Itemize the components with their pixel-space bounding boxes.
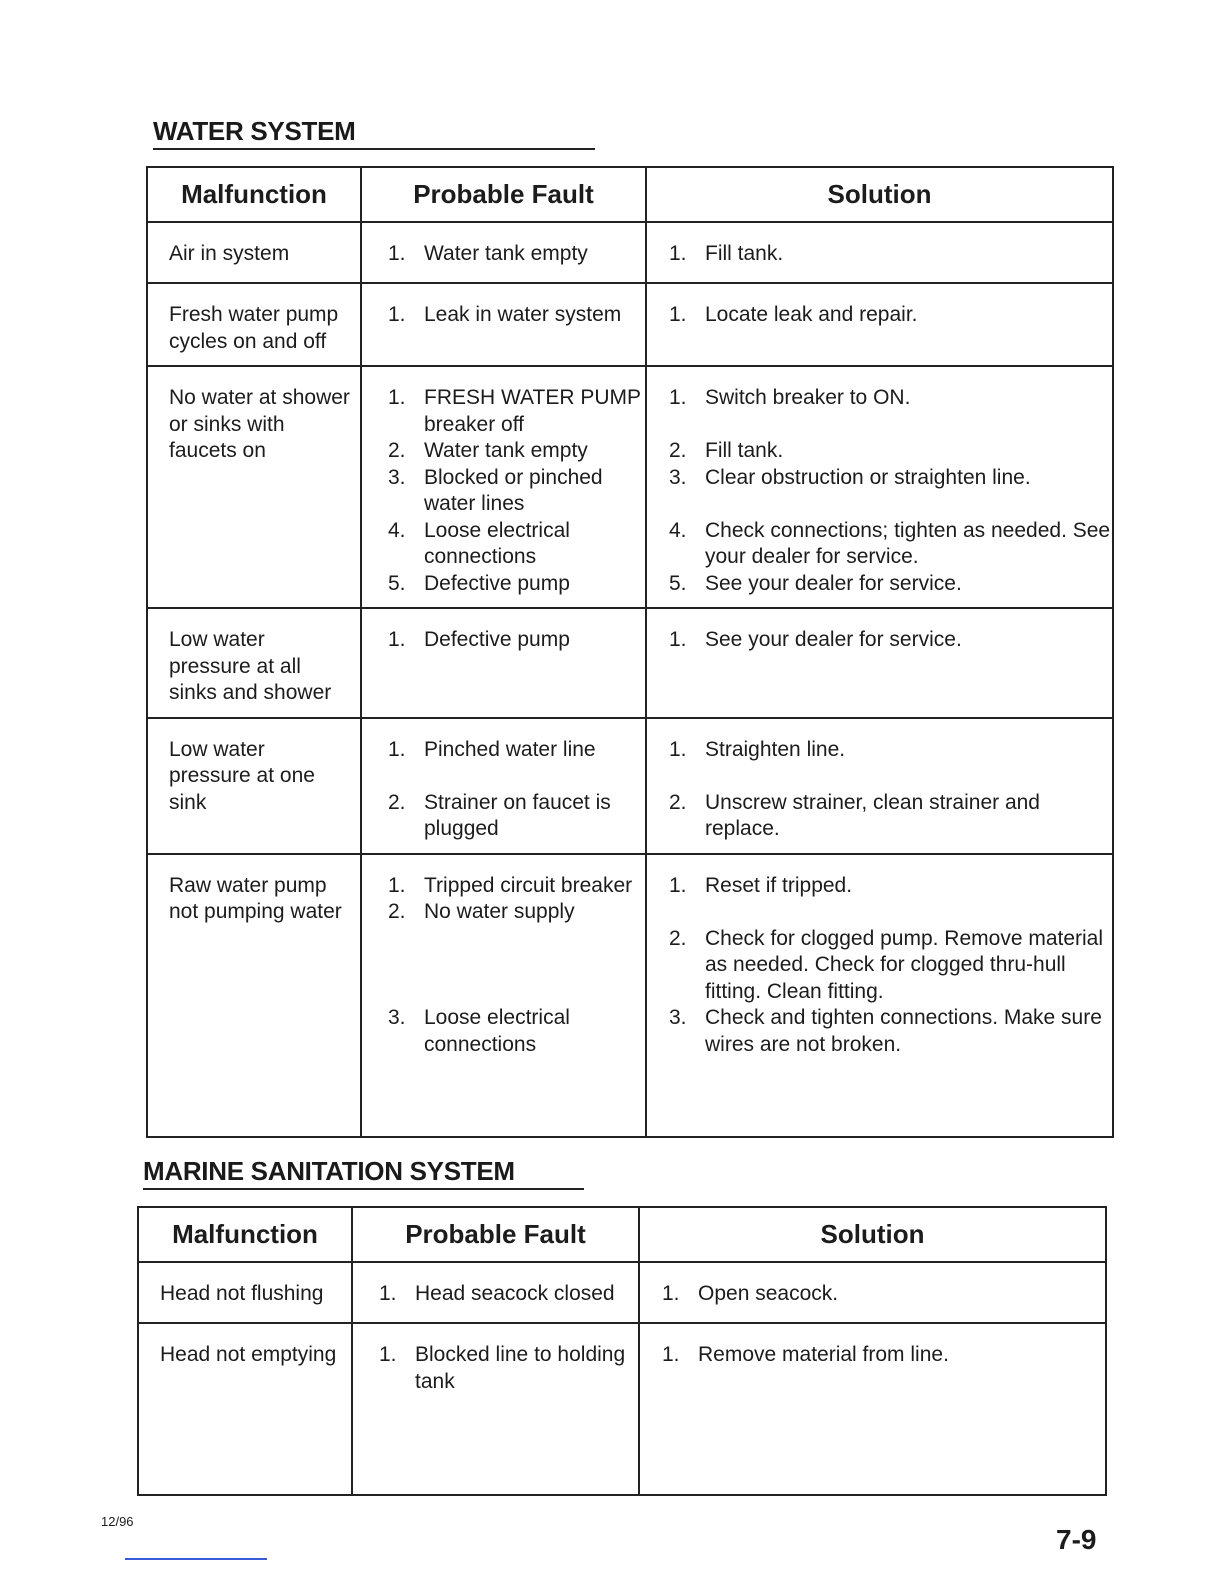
table-row <box>138 1323 1106 1495</box>
fault-cell <box>361 283 646 366</box>
solution-cell <box>646 283 1113 366</box>
fault-cell <box>361 718 646 854</box>
list-item: 1. Reset if tripped. <box>669 873 853 897</box>
list-item: 1. Locate leak and repair. <box>669 303 918 326</box>
list-item: 3. Loose electrical connections <box>388 1006 570 1056</box>
list-item: 2. Water tank empty <box>388 439 588 462</box>
probable-fault-header: Probable Fault <box>361 167 646 222</box>
page-number: 7-9 <box>1056 1524 1097 1555</box>
fault-cell <box>361 366 646 608</box>
list-item: 5. See your dealer for service. <box>669 571 962 595</box>
list-item: 1. FRESH WATER PUMP breaker off <box>388 386 641 436</box>
solution-header: Solution <box>639 1207 1106 1262</box>
list-item: 2. No water supply <box>388 900 575 923</box>
malfunction-cell: Low water pressure at one sink <box>147 718 361 854</box>
table-row <box>147 222 1113 283</box>
malfunction-cell: Fresh water pump cycles on and off <box>147 283 361 366</box>
solution-cell <box>646 222 1113 283</box>
list-item: 1. Switch breaker to ON. <box>669 386 911 409</box>
list-item: 1. Defective pump <box>388 628 570 651</box>
list-item: 2. Fill tank. <box>669 439 784 462</box>
water-system-table <box>146 166 1114 1138</box>
footer-date: 12/96 <box>101 1514 134 1529</box>
water-system-title: WATER SYSTEM <box>153 116 595 150</box>
list-item: 1. Open seacock. <box>662 1282 839 1305</box>
solution-cell <box>639 1323 1106 1495</box>
list-item: 1. Leak in water system <box>388 303 622 326</box>
list-item: 1. Head seacock closed <box>379 1282 615 1305</box>
table-row <box>147 718 1113 854</box>
list-item: 2. Strainer on faucet is plugged <box>388 790 611 840</box>
list-item: 5. Defective pump <box>388 571 570 595</box>
list-item: 1. Straighten line. <box>669 737 846 761</box>
probable-fault-header: Probable Fault <box>352 1207 639 1262</box>
solution-cell <box>639 1262 1106 1323</box>
malfunction-cell: No water at shower or sinks with faucets on <box>147 366 361 608</box>
table-row <box>147 854 1113 1137</box>
list-item: 2. Check for clogged pump. Remove material as needed. Check for clogged thru-hull fitting. Clean fitting. <box>669 926 1104 1003</box>
solution-header: Solution <box>646 167 1113 222</box>
list-item: 1. Blocked line to holding tank <box>379 1343 626 1393</box>
table-row <box>147 283 1113 366</box>
malfunction-cell: Low water pressure at all sinks and shower <box>147 608 361 718</box>
footer-rule <box>125 1558 267 1560</box>
list-item: 3. Check and tighten connections. Make sure wires are not broken. <box>669 1006 1102 1056</box>
list-item: 3. Clear obstruction or straighten line. <box>669 465 1031 489</box>
fault-cell <box>352 1323 639 1495</box>
list-item: 1. See your dealer for service. <box>669 628 962 651</box>
list-item: 4. Check connections; tighten as needed. See your dealer for service. <box>669 518 1111 568</box>
malfunction-cell: Air in system <box>147 222 361 283</box>
fault-cell <box>361 854 646 1137</box>
fault-cell <box>361 608 646 718</box>
list-item: 1. Pinched water line <box>388 737 596 761</box>
malfunction-cell: Head not emptying <box>138 1323 352 1495</box>
list-item: 1. Water tank empty <box>388 242 588 265</box>
list-item: 1. Fill tank. <box>669 242 784 265</box>
list-item: 1. Tripped circuit breaker <box>388 873 633 897</box>
solution-cell <box>646 854 1113 1137</box>
marine-sanitation-table <box>137 1206 1107 1496</box>
header-row <box>147 167 1113 222</box>
header-row <box>138 1207 1106 1262</box>
list-item: 2. Unscrew strainer, clean strainer and replace. <box>669 790 1040 840</box>
malfunction-header: Malfunction <box>147 167 361 222</box>
malfunction-header: Malfunction <box>138 1207 352 1262</box>
list-item: 4. Loose electrical connections <box>388 518 570 568</box>
list-item: 1. Remove material from line. <box>662 1343 949 1366</box>
malfunction-cell: Head not flushing <box>138 1262 352 1323</box>
marine-sanitation-title: MARINE SANITATION SYSTEM <box>143 1156 584 1190</box>
malfunction-cell: Raw water pump not pumping water <box>147 854 361 1137</box>
solution-cell <box>646 366 1113 608</box>
solution-cell <box>646 718 1113 854</box>
fault-cell <box>361 222 646 283</box>
list-item: 3. Blocked or pinched water lines <box>388 465 603 515</box>
table-row <box>147 608 1113 718</box>
table-row <box>138 1262 1106 1323</box>
fault-cell <box>352 1262 639 1323</box>
solution-cell <box>646 608 1113 718</box>
table-row <box>147 366 1113 608</box>
